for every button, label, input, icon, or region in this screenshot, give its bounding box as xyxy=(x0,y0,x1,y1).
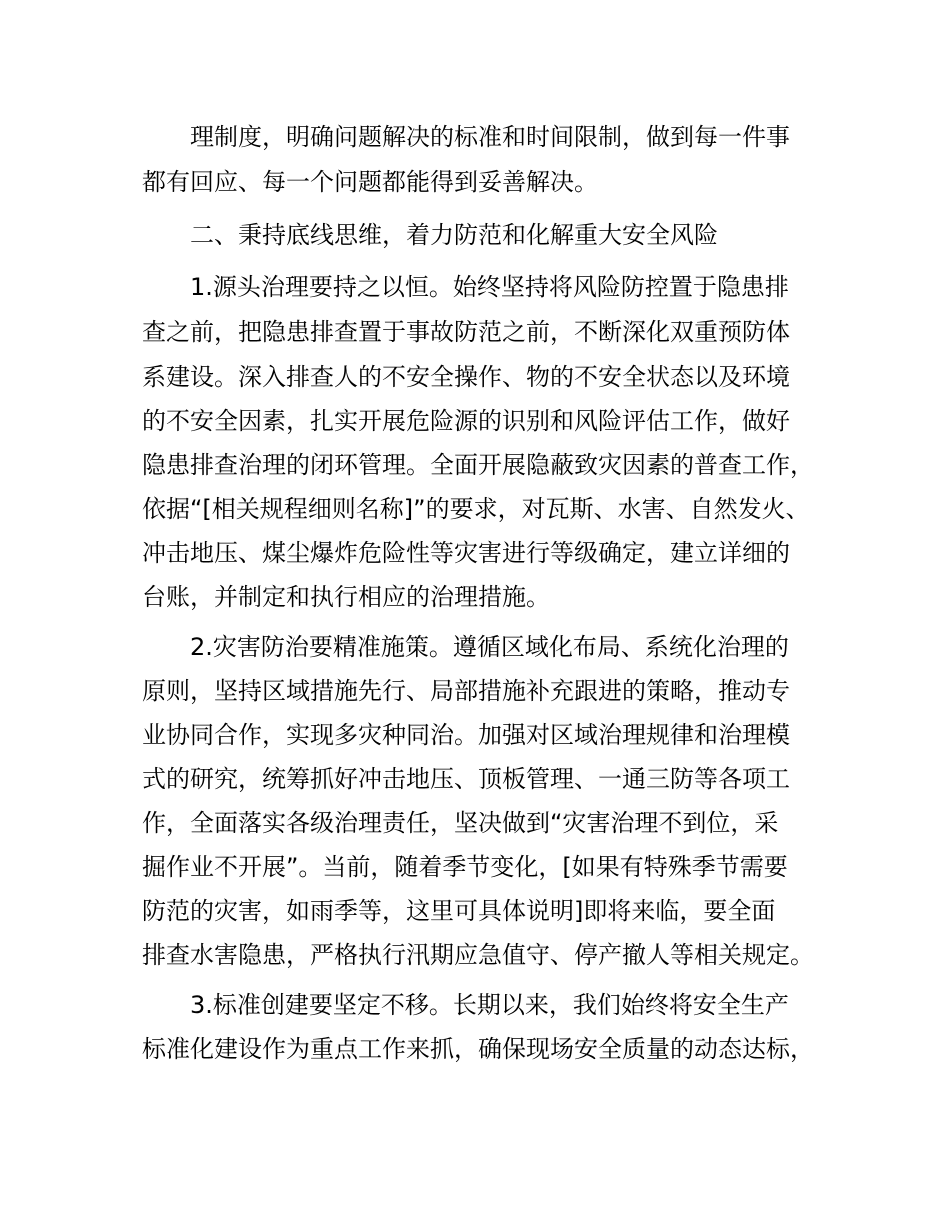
paragraph-line: 防范的灾害，如雨季等，这里可具体说明]即将来临，要全面 xyxy=(142,897,776,925)
paragraph-line: 排查水害隐患，严格执行汛期应急值守、停产撤人等相关规定。 xyxy=(142,941,814,969)
paragraph-line: 业协同合作，实现多灾种同治。加强对区域治理规律和治理模 xyxy=(142,721,790,749)
paragraph-line: 隐患排查治理的闭环管理。全面开展隐蔽致灾因素的普查工作， xyxy=(142,451,814,479)
paragraph-line: 都有回应、每一个问题都能得到妥善解决。 xyxy=(142,168,598,196)
paragraph-line: 原则，坚持区域措施先行、局部措施补充跟进的策略，推动专 xyxy=(142,677,790,705)
section-heading: 二、秉持底线思维，着力防范和化解重大安全风险 xyxy=(190,221,718,249)
paragraph-line: 理制度，明确问题解决的标准和时间限制，做到每一件事 xyxy=(190,123,790,151)
paragraph-line: 的不安全因素，扎实开展危险源的识别和风险评估工作，做好 xyxy=(142,407,790,435)
paragraph-line: 2.灾害防治要精准施策。遵循区域化布局、系统化治理的 xyxy=(190,633,789,661)
paragraph-line: 1.源头治理要持之以恒。始终坚持将风险防控置于隐患排 xyxy=(190,273,789,301)
paragraph-line: 掘作业不开展”。当前，随着季节变化，[如果有特殊季节需要 xyxy=(142,853,788,881)
paragraph-line: 式的研究，统筹抓好冲击地压、顶板管理、一通三防等各项工 xyxy=(142,765,790,793)
paragraph-line: 冲击地压、煤尘爆炸危险性等灾害进行等级确定，建立详细的 xyxy=(142,539,790,567)
paragraph-line: 依据“[相关规程细则名称]”的要求，对瓦斯、水害、自然发火、 xyxy=(142,495,810,523)
paragraph-line: 查之前，把隐患排查置于事故防范之前，不断深化双重预防体 xyxy=(142,318,790,346)
paragraph-line: 作，全面落实各级治理责任，坚决做到“灾害治理不到位，采 xyxy=(142,809,779,837)
paragraph-line: 系建设。深入排查人的不安全操作、物的不安全状态以及环境 xyxy=(142,363,790,391)
paragraph-line: 标准化建设作为重点工作来抓，确保现场安全质量的动态达标， xyxy=(142,1035,814,1063)
paragraph-line: 台账，并制定和执行相应的治理措施。 xyxy=(142,583,550,611)
paragraph-line: 3.标准创建要坚定不移。长期以来，我们始终将安全生产 xyxy=(190,991,789,1019)
